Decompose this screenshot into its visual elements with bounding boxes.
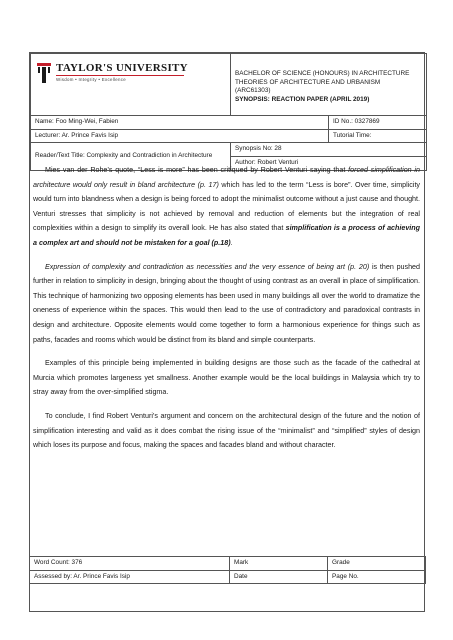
logo-tagline: Wisdom • Integrity • Excellence	[56, 76, 126, 82]
logo-title: TAYLOR'S UNIVERSITY	[56, 62, 188, 74]
programme-line-1: BACHELOR OF SCIENCE (HONOURS) IN ARCHITECTURE	[235, 70, 410, 77]
logo-cell	[31, 54, 231, 116]
mark-field: Mark	[230, 557, 328, 571]
taylors-emblem-icon	[37, 63, 51, 83]
id-field: ID No.: 0327869	[329, 116, 427, 130]
footer-table-wrapper	[29, 556, 425, 584]
programme-line-2: THEORIES OF ARCHITECTURE AND URBANISM	[235, 78, 381, 86]
programme-cell	[231, 54, 427, 116]
tutorial-field: Tutorial Time:	[329, 129, 427, 143]
author-field: Author: Robert Venturi	[231, 156, 427, 170]
date-field: Date	[230, 570, 328, 584]
paragraph-2: Expression of complexity and contradiction as necessities and the very essence of being art (p. 20) is then pushed further in relation to simplicity in design, bringing about the thought of using contrast as an overall in place of simplification. This technique of harmonizing two opposing elements has been used in many buildings all over the world to dramatize the oneness of experience within the spaces. This would then lead to the use of contradictory and paradoxical contrasts in design and architecture. Opposite elements would come together to form a harmonious experience for things such as paths, facades and rooms which would be distinct from its bland and simple counterparts.	[33, 262, 421, 344]
grade-field: Grade	[328, 557, 426, 571]
header-table	[30, 53, 427, 171]
paragraph-3: Examples of this principle being implemented in building designs are those such as the facade of the cathedral at Murcia which promotes largeness yet smallness. Another example would be the local buildings in Malaysia which try to stray away from the over-simplified stigma.	[33, 359, 420, 397]
reader-title-field: Reader/Text Title: Complexity and Contradiction in Architecture	[31, 143, 231, 170]
synopsis-title: SYNOPSIS: REACTION PAPER (APRIL 2019)	[235, 95, 370, 103]
lecturer-field: Lecturer: Ar. Prince Favis Isip	[31, 129, 329, 143]
assessed-by-field: Assessed by: Ar. Prince Favis Isip	[30, 570, 230, 584]
footer-table	[29, 556, 426, 584]
university-logo	[37, 62, 224, 83]
programme-line-3: (ARC61303)	[235, 87, 271, 95]
word-count-field: Word Count: 376	[30, 557, 230, 571]
name-field: Name: Foo Ming-Wei, Fabien	[31, 116, 329, 130]
paragraph-4: To conclude, I find Robert Venturi’s argument and concern on the architectural design of the future and the notion of simplification interesting and valid as it does combat the rising issue of the “minimalist” and “simplified” styles of design which loses its purpose and focus, making the spaces and facades bland and without character.	[33, 411, 420, 450]
page-no-field: Page No.	[328, 570, 426, 584]
synopsis-no-field: Synopsis No: 28	[231, 143, 427, 157]
paragraph-1: Mies van der Rohe’s quote, “Less is more” has been critiqued by Robert Venturi saying that forced simplification in architecture would only result in bland architecture (p. 17) which has led to the term “Less is bore”. Over time, simplicity would turn into blandness when a design is being forced to adopt the minimalist outcome without a just cause and thought. Venturi stresses that simplicity is not achieved by removal and reduction of elements but the integration of real complexities within a design to simplify its overall look. He has also stated that simplification is a process of achieving a complex art and should not be mistaken for a goal (p.18).	[33, 166, 421, 247]
reaction-paper-body	[33, 163, 420, 462]
